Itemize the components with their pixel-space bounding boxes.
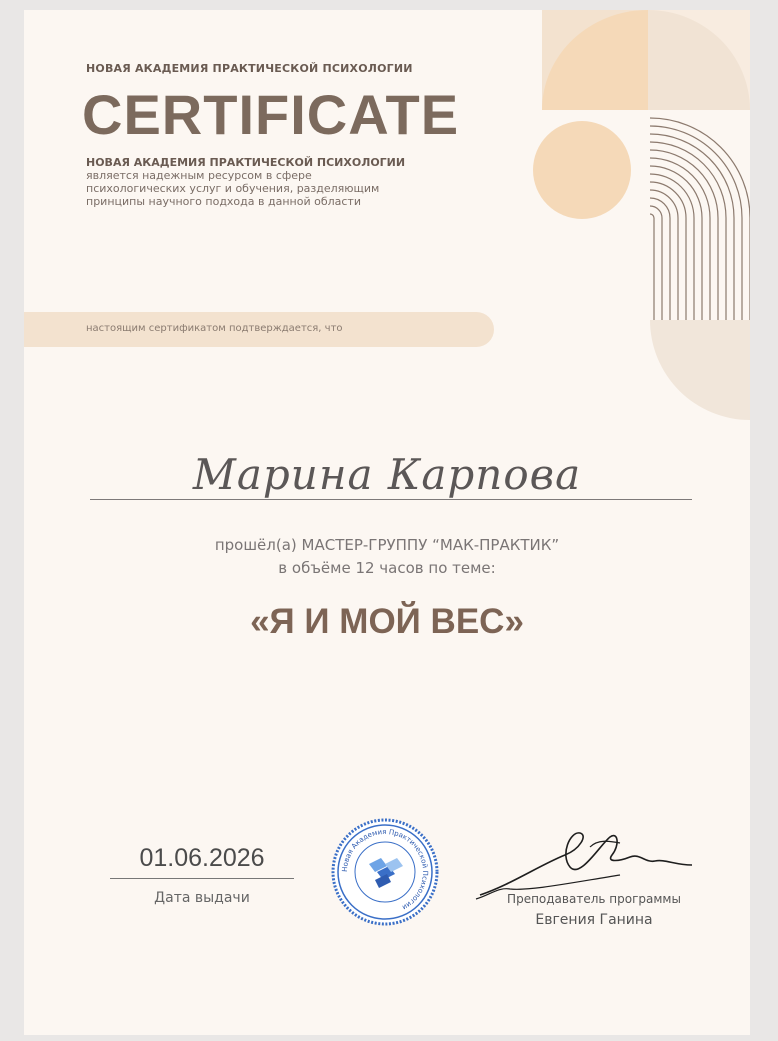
teacher-name: Евгения Ганина (535, 912, 653, 928)
name-underline (90, 499, 692, 500)
course-topic: «Я И МОЙ ВЕС» (250, 602, 524, 641)
organization-name-desc: НОВАЯ АКАДЕМИЯ ПРАКТИЧЕСКОЙ ПСИХОЛОГИИ (86, 156, 406, 169)
organization-name: НОВАЯ АКАДЕМИЯ ПРАКТИЧЕСКОЙ ПСИХОЛОГИИ (86, 62, 413, 75)
teacher-role: Преподаватель программы (507, 892, 681, 906)
description-line: является надежным ресурсом в сфере (86, 169, 312, 182)
certificate-page (24, 10, 750, 1035)
seal-text: Новая Академия Практической Психологии (340, 827, 430, 912)
organization-description (86, 156, 466, 208)
description-line: принципы научного подхода в данной области (86, 195, 361, 208)
issue-date: 01.06.2026 (139, 844, 265, 872)
issue-date-label: Дата выдачи (154, 890, 250, 906)
date-underline (110, 878, 294, 879)
course-line-2: в объёме 12 часов по теме: (278, 559, 496, 577)
course-line-1: прошёл(а) МАСТЕР-ГРУППУ “МАК-ПРАКТИК” (214, 536, 560, 554)
description-line: психологических услуг и обучения, разделяющим (86, 182, 380, 195)
recipient-name: Марина Карпова (192, 450, 582, 499)
confirmation-band (24, 312, 494, 347)
certificate-title: CERTIFICATE (82, 83, 460, 146)
confirmation-text: настоящим сертификатом подтверждается, что (86, 323, 343, 334)
academy-seal-icon (331, 818, 439, 926)
